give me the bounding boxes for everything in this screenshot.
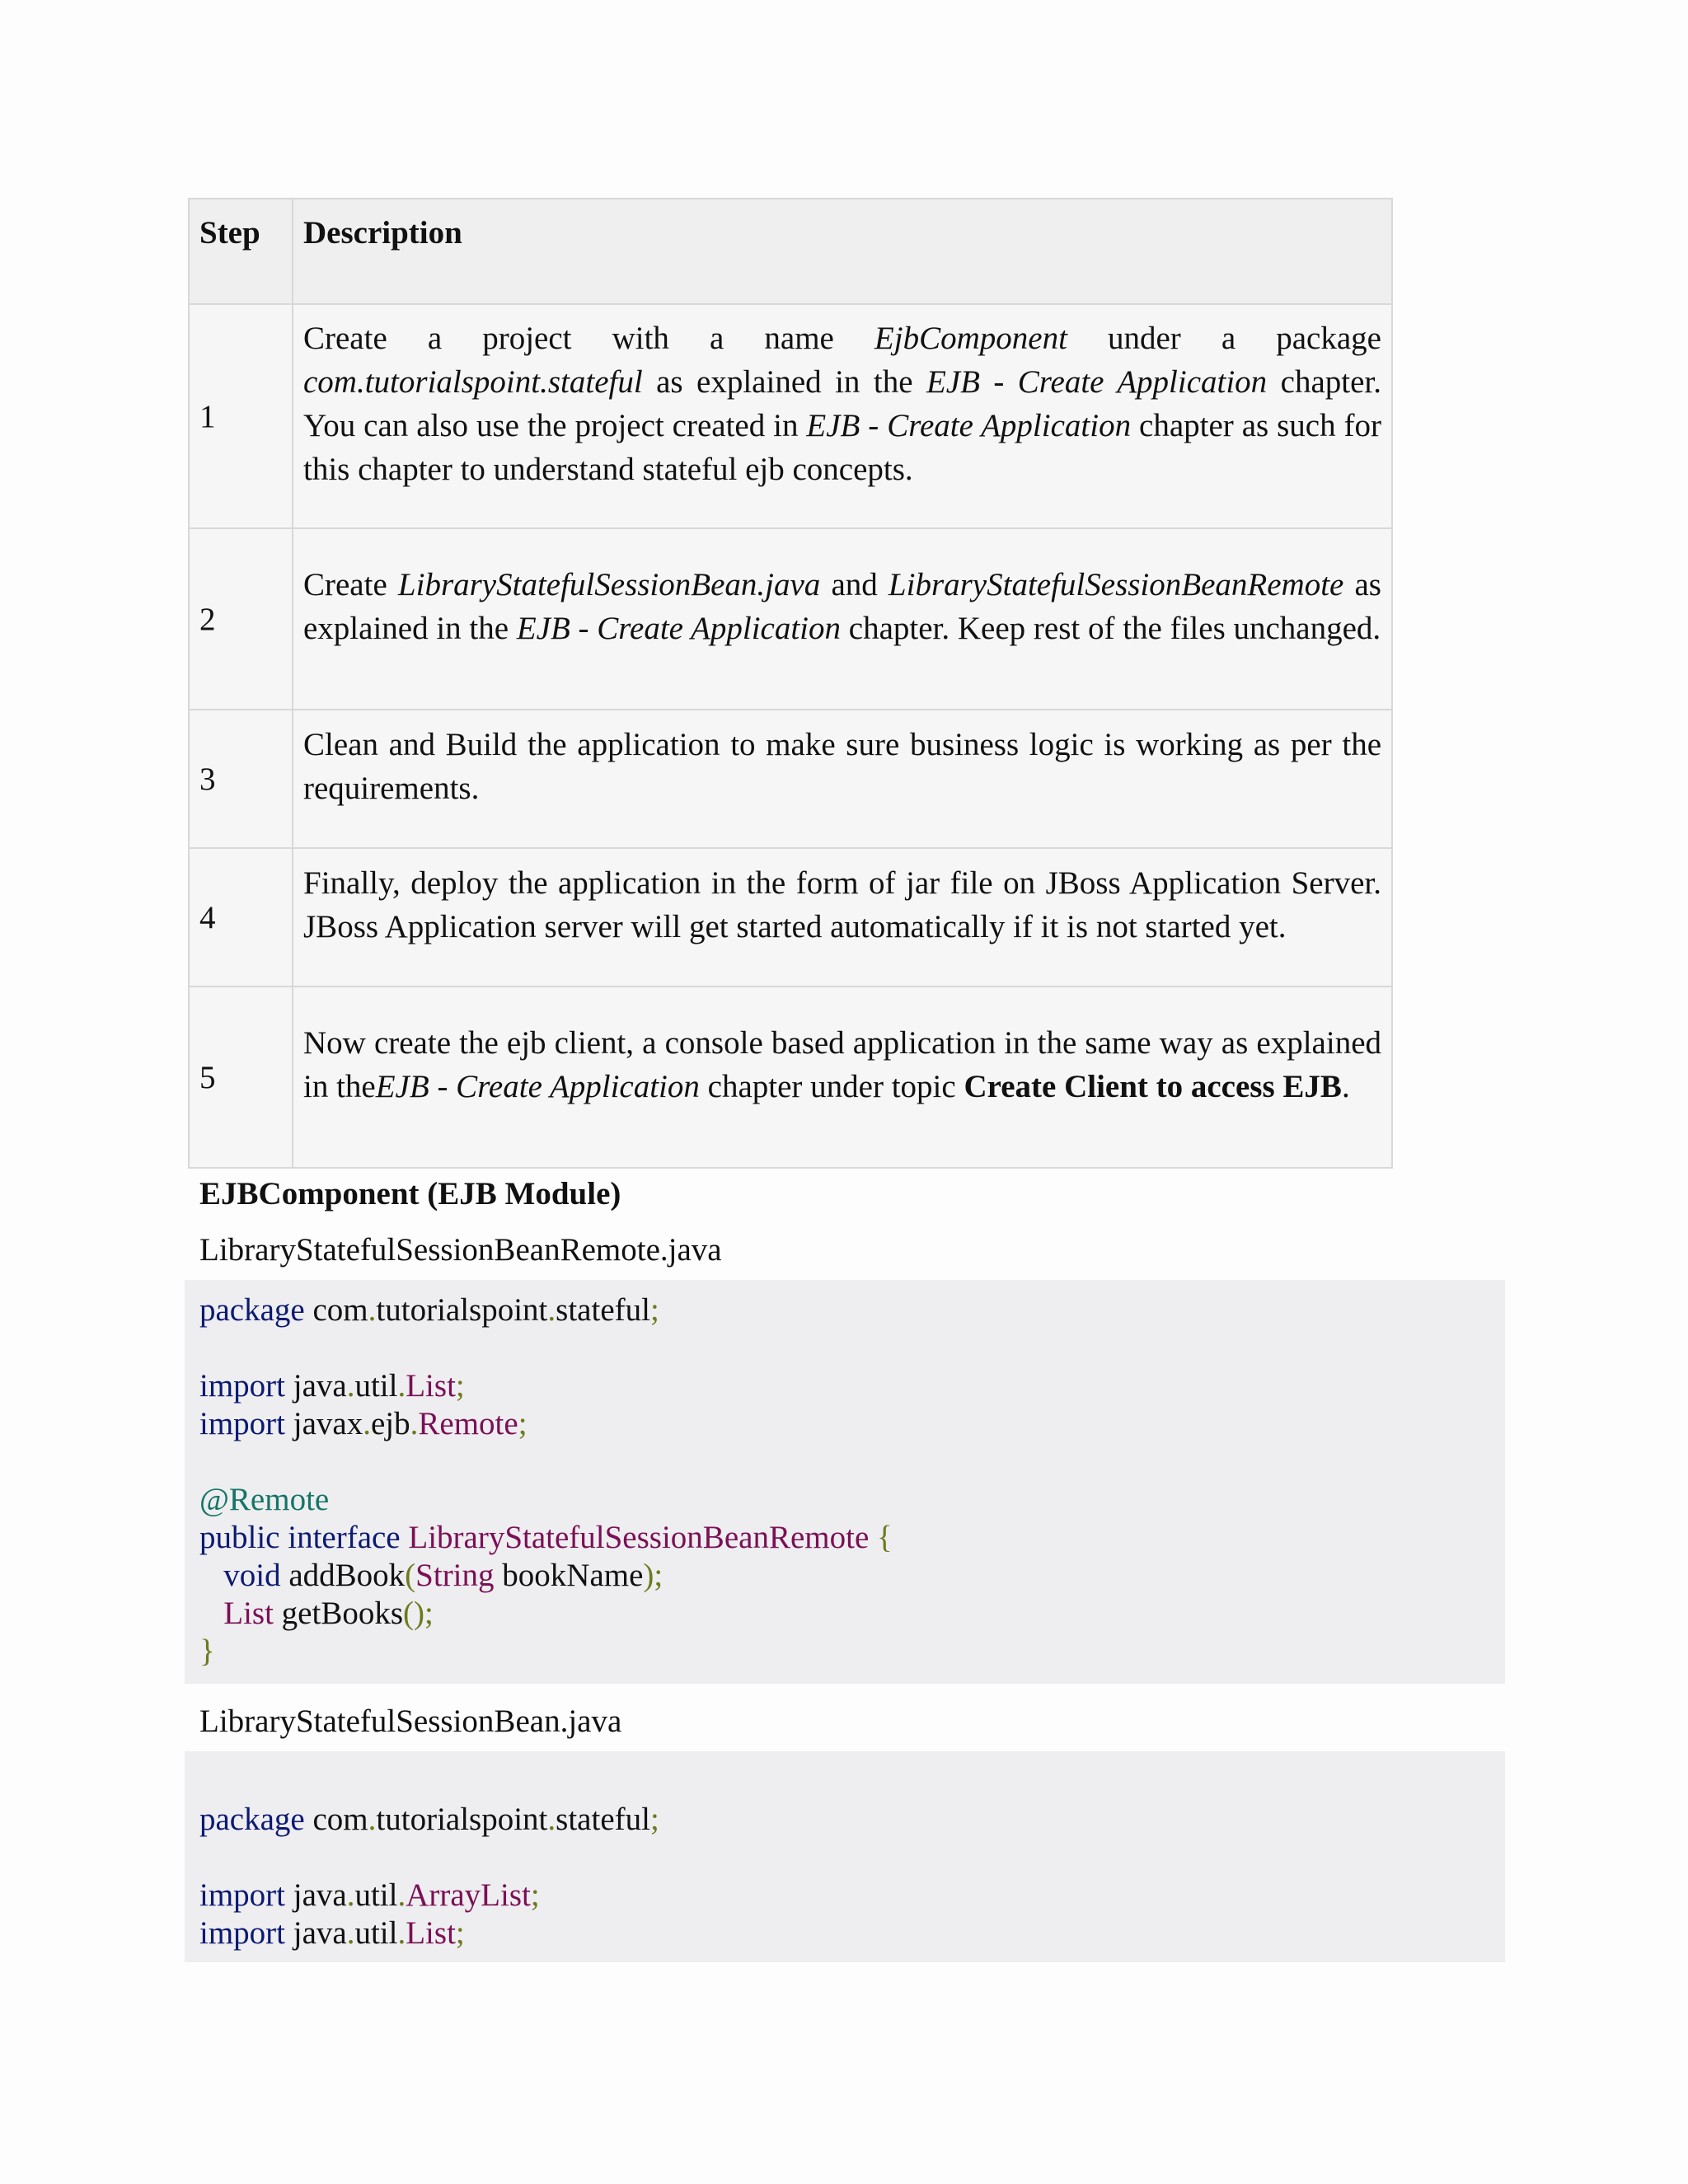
italic-text: EJB - Create Application bbox=[375, 1069, 700, 1104]
step-number: 3 bbox=[189, 710, 293, 848]
code-token: stateful bbox=[556, 1292, 650, 1328]
code-token: { bbox=[877, 1520, 893, 1555]
code-block-session-bean bbox=[185, 1751, 1505, 1962]
step-number: 4 bbox=[189, 848, 293, 987]
code-token: List bbox=[406, 1368, 456, 1404]
italic-text: com.tutorialspoint.stateful bbox=[303, 364, 643, 400]
text-run: as explained in the bbox=[303, 567, 1381, 646]
code-token: util bbox=[354, 1915, 398, 1951]
step-number: 5 bbox=[189, 987, 293, 1168]
code-token: getBooks bbox=[273, 1596, 404, 1631]
italic-text: LibraryStatefulSessionBeanRemote bbox=[888, 567, 1344, 602]
code-token: @Remote bbox=[199, 1482, 330, 1517]
code-line bbox=[199, 1595, 1505, 1633]
steps-table bbox=[188, 198, 1393, 1169]
code-token bbox=[199, 1596, 223, 1631]
file-label-session-bean: LibraryStatefulSessionBean.java bbox=[199, 1704, 622, 1739]
code-token: addBook bbox=[280, 1558, 406, 1593]
italic-text: EjbComponent bbox=[874, 321, 1067, 356]
table-row bbox=[189, 304, 1392, 528]
code-token: package bbox=[199, 1292, 305, 1328]
code-line bbox=[199, 1877, 1505, 1915]
text-run: and bbox=[820, 567, 889, 602]
text-run: under a package bbox=[1067, 321, 1381, 356]
text-run: chapter as such for this chapter to understand stateful ejb concepts. bbox=[303, 408, 1381, 487]
code-token: . bbox=[346, 1877, 355, 1913]
code-token: . bbox=[363, 1406, 371, 1441]
table-header-row bbox=[189, 199, 1392, 304]
text-run: . bbox=[1341, 1069, 1350, 1104]
code-token: ; bbox=[455, 1368, 465, 1404]
code-token: package bbox=[199, 1802, 305, 1837]
code-token: com bbox=[304, 1802, 368, 1837]
code-token: ; bbox=[455, 1915, 465, 1951]
code-line bbox=[199, 1519, 1505, 1557]
code-token: String bbox=[415, 1558, 495, 1593]
italic-text: EJB - Create Application bbox=[926, 364, 1268, 400]
step-description bbox=[293, 987, 1392, 1168]
code-token: } bbox=[199, 1633, 215, 1669]
text-run: Create a project with a name bbox=[303, 321, 874, 356]
code-token: . bbox=[547, 1802, 556, 1837]
code-line bbox=[199, 1329, 1505, 1367]
table-row bbox=[189, 528, 1392, 710]
text-run: Finally, deploy the application in the form of jar file on JBoss Application Server. JBoss Application server will get started automatically if it is not started yet. bbox=[303, 865, 1381, 944]
code-token: . bbox=[547, 1292, 556, 1328]
code-token: java bbox=[285, 1877, 347, 1913]
code-line bbox=[199, 1481, 1505, 1519]
code-token: interface bbox=[288, 1520, 401, 1555]
code-block-remote-interface bbox=[185, 1280, 1505, 1684]
table-row bbox=[189, 987, 1392, 1168]
code-token: java bbox=[285, 1915, 347, 1951]
code-line bbox=[199, 1291, 1505, 1329]
code-line bbox=[199, 1405, 1505, 1443]
text-run: Now create the ejb client, a console based application in the same way as explained in the bbox=[303, 1025, 1381, 1104]
code-token: public bbox=[199, 1520, 280, 1555]
code-token: . bbox=[346, 1915, 355, 1951]
code-token: import bbox=[199, 1915, 285, 1951]
step-number: 1 bbox=[189, 304, 293, 528]
code-line bbox=[199, 1915, 1505, 1952]
text-run: chapter under topic bbox=[699, 1069, 964, 1104]
code-line bbox=[199, 1801, 1505, 1839]
step-description bbox=[293, 304, 1392, 528]
code-token: . bbox=[397, 1915, 406, 1951]
text-run: as explained in the bbox=[642, 364, 926, 400]
code-token: ( bbox=[405, 1558, 416, 1593]
text-run: Clean and Build the application to make sure business logic is working as per the requirements. bbox=[303, 727, 1381, 806]
code-token: LibraryStatefulSessionBeanRemote bbox=[408, 1520, 870, 1555]
code-token bbox=[401, 1520, 409, 1555]
code-token: java bbox=[285, 1368, 347, 1404]
module-title: EJBComponent (EJB Module) bbox=[199, 1176, 621, 1212]
table-row bbox=[189, 710, 1392, 848]
code-token bbox=[279, 1520, 288, 1555]
code-token: stateful bbox=[556, 1802, 650, 1837]
description-column-header: Description bbox=[293, 199, 1392, 304]
italic-text: LibraryStatefulSessionBean.java bbox=[397, 567, 821, 602]
step-description bbox=[293, 528, 1392, 710]
code-token bbox=[199, 1558, 223, 1593]
code-token: import bbox=[199, 1406, 285, 1441]
code-token: ejb bbox=[370, 1406, 410, 1441]
step-description bbox=[293, 710, 1392, 848]
code-token: bookName bbox=[494, 1558, 644, 1593]
code-token: ; bbox=[649, 1292, 659, 1328]
steps-table-body bbox=[189, 304, 1392, 1168]
step-number: 2 bbox=[189, 528, 293, 710]
code-line bbox=[199, 1443, 1505, 1481]
step-description bbox=[293, 848, 1392, 987]
code-token: . bbox=[368, 1292, 377, 1328]
code-token: List bbox=[406, 1915, 456, 1951]
code-line bbox=[199, 1557, 1505, 1595]
code-token: . bbox=[346, 1368, 355, 1404]
code-token: Remote bbox=[418, 1406, 518, 1441]
bold-text: Create Client to access EJB bbox=[964, 1069, 1342, 1104]
table-row bbox=[189, 848, 1392, 987]
text-run: chapter. You can also use the project created in bbox=[303, 364, 1381, 443]
code-token: . bbox=[397, 1877, 406, 1913]
code-token: . bbox=[397, 1368, 406, 1404]
file-label-remote-interface: LibraryStatefulSessionBeanRemote.java bbox=[199, 1232, 722, 1268]
code-token: (); bbox=[403, 1596, 434, 1631]
code-line bbox=[199, 1367, 1505, 1405]
code-token: . bbox=[410, 1406, 419, 1441]
code-token: javax bbox=[285, 1406, 363, 1441]
code-line bbox=[199, 1633, 1505, 1671]
code-token: . bbox=[368, 1802, 377, 1837]
code-token: util bbox=[354, 1877, 398, 1913]
code-line bbox=[199, 1839, 1505, 1877]
code-token: import bbox=[199, 1368, 285, 1404]
code-token: ArrayList bbox=[406, 1877, 531, 1913]
code-token: List bbox=[223, 1596, 274, 1631]
code-token: ; bbox=[518, 1406, 528, 1441]
text-run: chapter. Keep rest of the files unchanged. bbox=[841, 611, 1381, 646]
step-column-header: Step bbox=[189, 199, 293, 304]
code-token: tutorialspoint bbox=[376, 1802, 548, 1837]
code-token: ); bbox=[643, 1558, 663, 1593]
italic-text: EJB - Create Application bbox=[516, 611, 842, 646]
code-token: com bbox=[304, 1292, 368, 1328]
italic-text: EJB - Create Application bbox=[806, 408, 1132, 443]
code-token: tutorialspoint bbox=[376, 1292, 548, 1328]
text-run: Create bbox=[303, 567, 398, 602]
code-token: ; bbox=[649, 1802, 659, 1837]
code-token bbox=[869, 1520, 877, 1555]
code-token: ; bbox=[530, 1877, 540, 1913]
code-token: void bbox=[223, 1558, 281, 1593]
code-token: util bbox=[354, 1368, 398, 1404]
code-token: import bbox=[199, 1877, 285, 1913]
